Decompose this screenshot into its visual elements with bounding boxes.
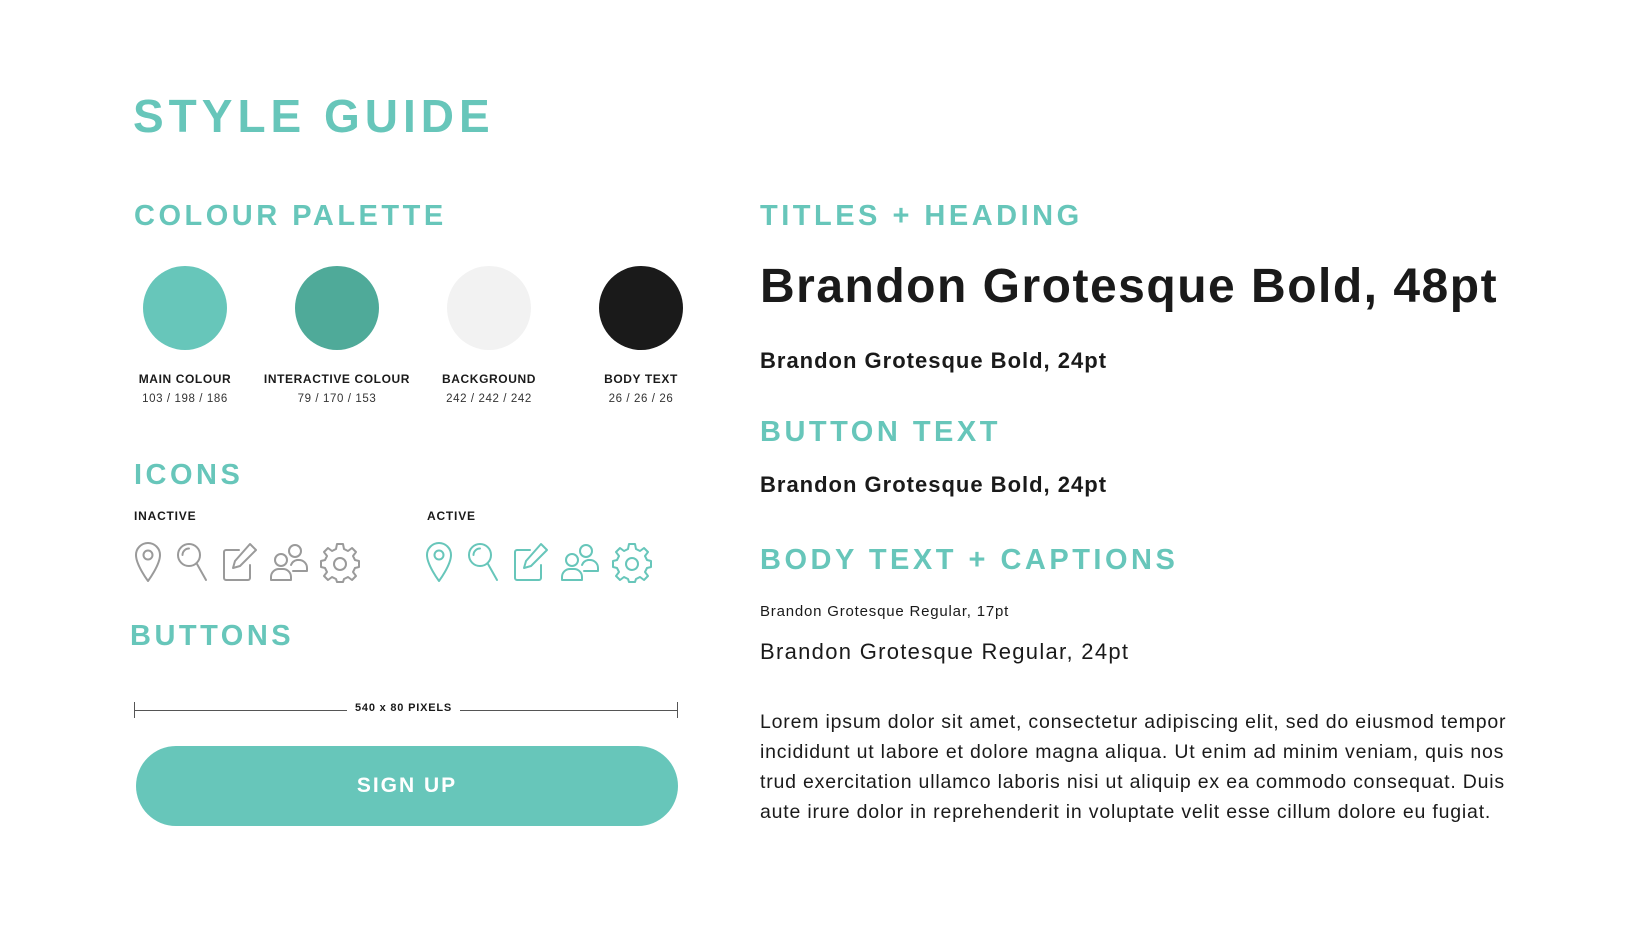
users-icon	[560, 541, 600, 583]
location-pin-icon	[424, 541, 454, 583]
active-icons-label: ACTIVE	[427, 509, 476, 523]
icons-heading: ICONS	[134, 459, 244, 491]
page-title: STYLE GUIDE	[133, 90, 495, 142]
edit-icon	[221, 541, 259, 583]
interactive-colour-swatch	[295, 266, 379, 350]
background-colour-rgb: 242 / 242 / 242	[446, 393, 532, 405]
signup-button[interactable]: SIGN UP	[136, 746, 678, 826]
main-colour-label: MAIN COLOUR	[138, 372, 232, 386]
location-pin-icon	[133, 541, 163, 583]
background-colour-swatch	[447, 266, 531, 350]
dimension-right-tick	[677, 702, 678, 718]
gear-icon	[320, 541, 360, 583]
button-text-sample: Brandon Grotesque Bold, 24pt	[760, 472, 1108, 497]
main-colour-rgb: 103 / 198 / 186	[142, 393, 228, 405]
button-text-heading: BUTTON TEXT	[760, 416, 1001, 448]
titles-heading: TITLES + HEADING	[760, 200, 1083, 232]
edit-icon	[512, 541, 550, 583]
lorem-paragraph: Lorem ipsum dolor sit amet, consectetur adipiscing elit, sed do eiusmod tempor incididunt ut labore et dolore magna aliqua. Ut enim ad minim veniam, quis nos trud exercitation ullamco laboris nisi ut aliquip ex ea commodo consequat. Duis aute irure dolor in reprehenderit in voluptate velit esse cillum dolore eu fugiat.	[760, 711, 1507, 823]
body-text-heading: BODY TEXT + CAPTIONS	[760, 544, 1179, 576]
search-icon	[175, 541, 209, 583]
colour-palette-heading: COLOUR PALETTE	[134, 200, 447, 232]
body-sample-24pt: Brandon Grotesque Regular, 24pt	[760, 639, 1130, 664]
inactive-icons-label: INACTIVE	[134, 509, 197, 523]
main-colour-swatch	[143, 266, 227, 350]
title-sample-24pt: Brandon Grotesque Bold, 24pt	[760, 348, 1108, 373]
interactive-colour-rgb: 79 / 170 / 153	[297, 393, 377, 405]
body-sample-17pt: Brandon Grotesque Regular, 17pt	[760, 603, 1010, 620]
background-colour-label: BACKGROUND	[442, 372, 536, 386]
body-text-colour-rgb: 26 / 26 / 26	[608, 393, 674, 405]
users-icon	[269, 541, 309, 583]
interactive-colour-label: INTERACTIVE COLOUR	[263, 372, 411, 386]
buttons-heading: BUTTONS	[130, 620, 295, 652]
body-text-colour-swatch	[599, 266, 683, 350]
button-dimension-label: 540 x 80 PIXELS	[347, 702, 460, 714]
body-text-colour-label: BODY TEXT	[604, 372, 678, 386]
search-icon	[466, 541, 500, 583]
gear-icon	[612, 541, 652, 583]
title-sample-48pt: Brandon Grotesque Bold, 48pt	[760, 260, 1499, 313]
